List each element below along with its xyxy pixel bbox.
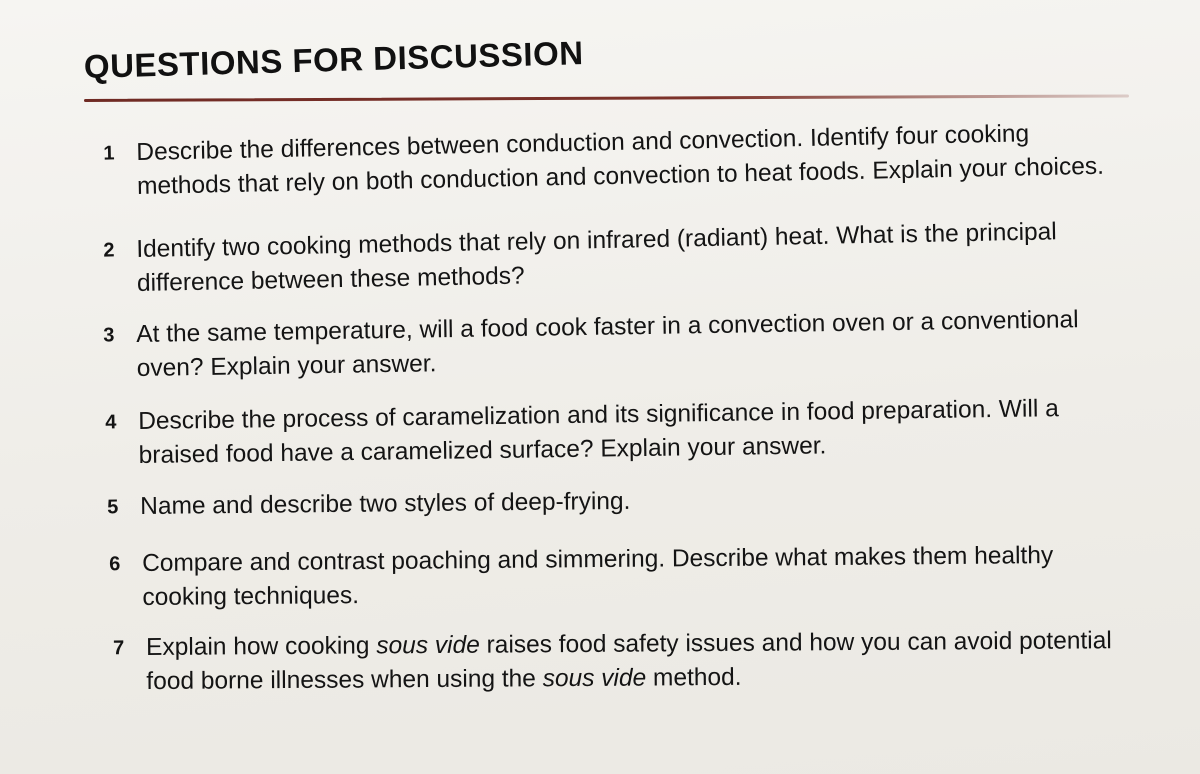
question-text-line [146, 624, 1146, 665]
question-number: 3 [103, 324, 115, 347]
question-text-line: Describe the differences between conduction and convection. Identify four cooking [136, 120, 1030, 166]
list-item [113, 624, 1146, 699]
list-item [107, 480, 1140, 524]
question-text-line: oven? Explain your answer. [136, 350, 437, 382]
list-item [103, 302, 1137, 386]
list-item [103, 214, 1137, 301]
text-run: food borne illnesses when using the [146, 665, 543, 695]
question-text-line: braised food have a caramelized surface? Explain your answer. [138, 432, 827, 469]
italic-term: sous vide [542, 664, 647, 693]
page-title: QUESTIONS FOR DISCUSSION [83, 34, 585, 85]
text-run: raises food safety issues and how you can avoid potential [479, 627, 1112, 659]
text-run: Explain how cooking [146, 632, 377, 661]
text-run: method. [646, 663, 742, 692]
list-item [105, 391, 1139, 473]
question-number: 2 [103, 239, 115, 262]
italic-term: sous vide [376, 631, 480, 660]
question-text-line [146, 658, 1146, 699]
question-number: 7 [113, 637, 125, 660]
question-text-line: Describe the process of caramelization and its significance in food preparation. Will a [138, 395, 1059, 435]
question-text-line: At the same temperature, will a food cook faster in a convection oven or a conventional [136, 306, 1079, 348]
question-text-line: Compare and contrast poaching and simmering. Describe what makes them healthy [142, 542, 1054, 577]
list-item [103, 115, 1137, 204]
question-text-line: difference between these methods? [136, 262, 525, 297]
question-number: 6 [109, 553, 121, 576]
question-number: 5 [107, 496, 119, 519]
question-number: 1 [103, 142, 115, 165]
list-item [109, 538, 1143, 615]
question-text-line: Identify two cooking methods that rely on infrared (radiant) heat. What is the principal [136, 218, 1057, 263]
question-number: 4 [105, 411, 117, 434]
question-text-line: methods that rely on both conduction and convection to heat foods. Explain your choices. [136, 152, 1105, 200]
question-text-line: Name and describe two styles of deep-frying. [140, 487, 631, 520]
question-text-line: cooking techniques. [142, 582, 360, 611]
